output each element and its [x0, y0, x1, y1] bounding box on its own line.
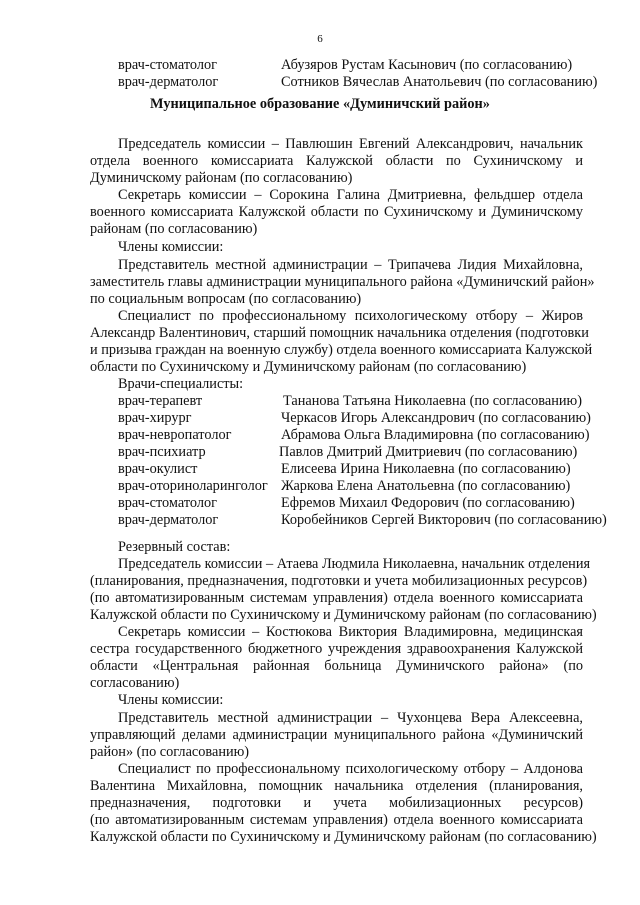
role-label: врач-невропатолог — [118, 427, 232, 443]
chair-line: отдела военного комиссариата Калужской области по Сухиничскому и — [90, 153, 583, 169]
role-label: врач-психиатр — [118, 444, 206, 460]
role-label: врач-окулист — [118, 461, 198, 477]
person-name: Сотников Вячеслав Анатольевич (по согласованию) — [281, 74, 598, 90]
psych-line: Александр Валентинович, старший помощник начальника отделения (подготовки — [90, 325, 589, 341]
person-name: Тананова Татьяна Николаевна (по согласованию) — [283, 393, 582, 409]
page-number: 6 — [317, 33, 323, 45]
secretary-line: Секретарь комиссии – Сорокина Галина Дмитриевна, фельдшер отдела — [118, 187, 583, 203]
role-label: врач-дерматолог — [118, 74, 219, 90]
reserve-psych-line: Специалист по профессиональному психологическому отбору – Алдонова — [118, 761, 583, 777]
role-label: врач-дерматолог — [118, 512, 219, 528]
admin-rep-line: по социальным вопросам (по согласованию) — [90, 291, 362, 307]
section-title: Муниципальное образование «Думиничский район» — [150, 96, 490, 112]
person-name: Абузяров Рустам Касынович (по согласованию) — [281, 57, 573, 73]
person-name: Коробейников Сергей Викторович (по согласованию) — [281, 512, 607, 528]
reserve-admin-rep-line: Представитель местной администрации – Чухонцева Вера Алексеевна, — [118, 710, 583, 726]
reserve-psych-line: Валентина Михайловна, помощник начальника отделения (планирования, — [90, 778, 583, 794]
psych-line: и призыва граждан на военную службу) отдела военного комиссариата Калужской — [90, 342, 593, 358]
reserve-secretary-line: сестра государственного бюджетного учреждения здравоохранения Калужской — [90, 641, 583, 657]
secretary-line: районам (по согласованию) — [90, 221, 258, 237]
reserve-psych-line: Калужской области по Сухиничскому и Думиничскому районам (по согласованию) — [90, 829, 597, 845]
role-label: врач-хирург — [118, 410, 192, 426]
reserve-chair-line: (планирования, предназначения, подготовки и учета мобилизационных ресурсов) — [90, 573, 588, 589]
psych-line: области по Сухиничскому и Думиничскому районам (по согласованию) — [90, 359, 527, 375]
reserve-admin-rep-line: управляющий делами администрации муниципального района «Думиничский — [90, 727, 583, 743]
reserve-label: Резервный состав: — [118, 539, 231, 555]
reserve-members-label: Члены комиссии: — [118, 692, 224, 708]
person-name: Абрамова Ольга Владимировна (по согласованию) — [281, 427, 590, 443]
secretary-line: военного комиссариата Калужской области по Сухиничскому и Думиничскому — [90, 204, 583, 220]
role-label: врач-терапевт — [118, 393, 203, 409]
person-name: Елисеева Ирина Николаевна (по согласованию) — [281, 461, 571, 477]
admin-rep-line: заместитель главы администрации муниципального района «Думиничский район» — [90, 274, 595, 290]
members-label: Члены комиссии: — [118, 239, 224, 255]
reserve-admin-rep-line: район» (по согласованию) — [90, 744, 250, 760]
reserve-secretary-line: согласованию) — [90, 675, 180, 691]
role-label: врач-стоматолог — [118, 57, 217, 73]
doctors-label: Врачи-специалисты: — [118, 376, 244, 392]
reserve-chair-line: (по автоматизированным системам управления) отдела военного комиссариата — [90, 590, 583, 606]
role-label: врач-оториноларинголог — [118, 478, 268, 494]
reserve-chair-line: Калужской области по Сухиничскому и Думиничскому районам (по согласованию) — [90, 607, 597, 623]
role-label: врач-стоматолог — [118, 495, 217, 511]
reserve-chair-line: Председатель комиссии – Атаева Людмила Николаевна, начальник отделения — [118, 556, 591, 572]
reserve-secretary-line: области «Центральная районная больница Думиничского района» (по — [90, 658, 583, 674]
person-name: Павлов Дмитрий Дмитриевич (по согласованию) — [279, 444, 578, 460]
reserve-secretary-line: Секретарь комиссии – Костюкова Виктория Владимировна, медицинская — [118, 624, 583, 640]
person-name: Ефремов Михаил Федорович (по согласованию) — [281, 495, 575, 511]
psych-line: Специалист по профессиональному психологическому отбору – Жиров — [118, 308, 583, 324]
admin-rep-line: Представитель местной администрации – Трипачева Лидия Михайловна, — [118, 257, 583, 273]
chair-line: Председатель комиссии – Павлюшин Евгений Александрович, начальник — [118, 136, 583, 152]
person-name: Черкасов Игорь Александрович (по согласованию) — [281, 410, 591, 426]
reserve-psych-line: предназначения, подготовки и учета мобилизационных ресурсов) — [90, 795, 583, 811]
chair-line: Думиничскому районам (по согласованию) — [90, 170, 353, 186]
reserve-psych-line: (по автоматизированным системам управления) отдела военного комиссариата — [90, 812, 583, 828]
person-name: Жаркова Елена Анатольевна (по согласованию) — [281, 478, 571, 494]
